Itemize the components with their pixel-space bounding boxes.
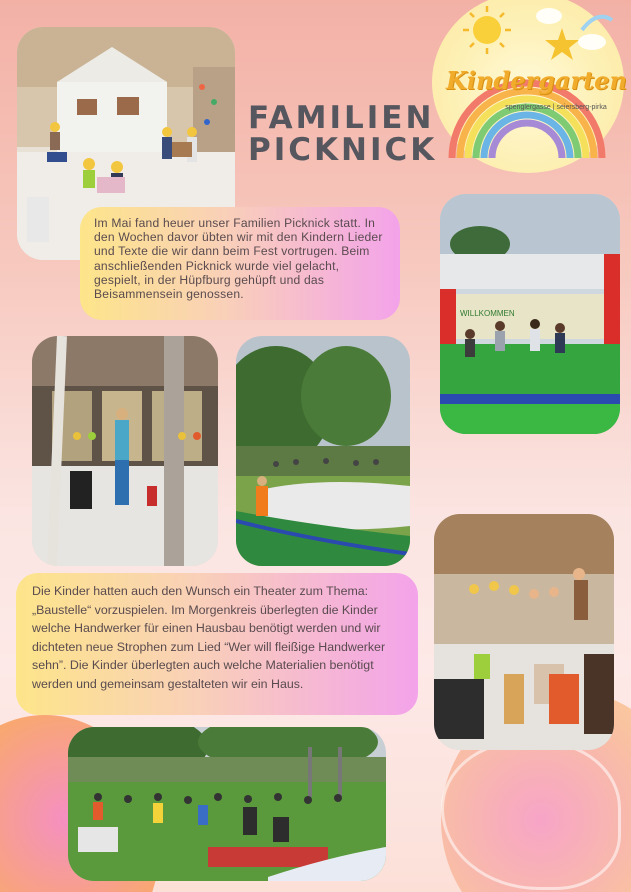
photo-bouncy-castle	[440, 194, 620, 434]
logo-name: Kindergarten	[446, 66, 627, 95]
text-block-theater: Die Kinder hatten auch den Wunsch ein Theater zum Thema: „Baustelle“ vorzuspielen. Im Morgenkreis überlegten die Kinder welche Handwerker für einen Hausbau benötigt werden und wir dichteten neue Strophen zum Lied “Wer will fleißige Handwerker sehn”. Die Kinder überlegten auch welche Materialien benötigt werden und gemeinsam gestalteten wir ein Haus.	[16, 573, 418, 715]
kindergarten-logo	[432, 0, 627, 173]
photo-family-picnic	[68, 727, 386, 881]
photo-children-audience	[434, 514, 614, 750]
logo-subtitle: spenglergasse | seiersberg-pirka	[505, 104, 607, 111]
photo-singing-performance	[32, 336, 218, 566]
page-title: FAMILIEN PICKNICK	[248, 100, 438, 168]
bouncy-castle-banner: WILLKOMMEN	[460, 309, 515, 318]
sun-icon	[463, 6, 511, 54]
star-icon	[545, 28, 579, 60]
photo-garden-party	[236, 336, 410, 566]
text-block-picnic: Im Mai fand heuer unser Familien Picknick statt. In den Wochen davor übten wir mit den Kindern Lieder und Texte die wir dann beim Fest vortrugen. Beim anschließenden Picknick wurde viel gelacht, gespielt, in der Hüpfburg gehüpft und das Beisammensein genossen.	[80, 207, 400, 320]
